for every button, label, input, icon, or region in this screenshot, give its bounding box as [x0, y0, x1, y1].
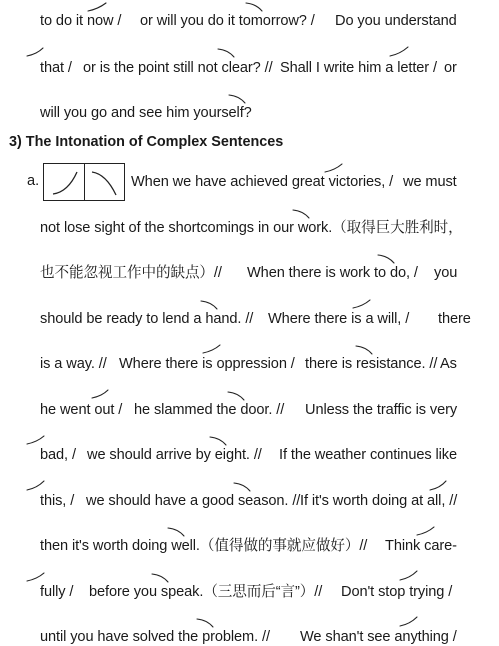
falling-intonation-mark [246, 3, 262, 11]
rising-intonation-mark [430, 481, 446, 490]
text-phrase: will you go and see him yourself? [40, 105, 252, 121]
text-phrase: Think care- [385, 538, 457, 554]
falling-intonation-mark [168, 528, 184, 536]
text-phrase: there is resistance. // [305, 356, 438, 372]
rising-intonation-mark [390, 47, 408, 56]
falling-intonation-mark [210, 437, 226, 445]
rising-intonation-mark [353, 300, 370, 308]
text-phrase: Where there is a will, / [268, 311, 410, 327]
falling-intonation-mark [234, 483, 250, 491]
text-phrase: 也不能忽视工作中的缺点）// [40, 265, 222, 281]
rising-intonation-mark [88, 3, 106, 11]
text-phrase: you [434, 265, 458, 281]
text-phrase: then it's worth doing well.（值得做的事就应做好）// [40, 538, 368, 554]
rising-intonation-mark [400, 571, 417, 580]
rising-intonation-mark [203, 345, 220, 353]
text-phrase: Where there is oppression / [119, 356, 295, 372]
falling-intonation-mark [228, 392, 244, 400]
text-phrase: there [438, 311, 471, 327]
rising-intonation-mark [27, 573, 44, 581]
text-phrase: we should arrive by eight. // [87, 447, 262, 463]
text-phrase: or will you do it tomorrow? / [140, 13, 315, 29]
rising-intonation-mark [400, 617, 417, 626]
text-phrase: As [440, 356, 457, 372]
tone-box-divider [84, 164, 85, 200]
falling-intonation-mark [218, 49, 234, 57]
text-phrase: to do it now / [40, 13, 122, 29]
text-phrase: should be ready to lend a hand. // [40, 311, 254, 327]
text-phrase: that / [40, 60, 72, 76]
text-phrase: When there is work to do, / [247, 265, 418, 281]
text-phrase: When we have achieved great victories, / [131, 174, 394, 190]
text-phrase: is a way. // [40, 356, 107, 372]
falling-intonation-mark [356, 346, 372, 354]
rising-intonation-mark [92, 390, 108, 398]
text-phrase: Shall I write him a letter / [280, 60, 437, 76]
text-phrase: or is the point still not clear? // [83, 60, 273, 76]
text-phrase: bad, / [40, 447, 76, 463]
item-label: a. [27, 173, 40, 189]
falling-intonation-mark [201, 301, 217, 309]
text-phrase: until you have solved the problem. // [40, 629, 270, 645]
text-phrase: not lose sight of the shortcomings in our work.（取得巨大胜利时， [40, 220, 463, 236]
text-phrase: Don't stop trying / [341, 584, 453, 600]
text-phrase: he went out / [40, 402, 123, 418]
tone-diagram-box [43, 163, 125, 201]
rising-intonation-mark [325, 164, 342, 172]
text-phrase: If the weather continues like [279, 447, 458, 463]
text-phrase: Do you understand [335, 13, 457, 29]
text-phrase: If it's worth doing at all, // [300, 493, 458, 509]
falling-intonation-mark [152, 574, 168, 582]
text-phrase: we should have a good season. // [86, 493, 301, 509]
text-phrase: We shan't see anything / [300, 629, 457, 645]
rising-intonation-mark [27, 436, 44, 444]
falling-tone-icon [92, 172, 116, 195]
falling-intonation-mark [293, 210, 309, 218]
falling-intonation-mark [229, 95, 245, 103]
text-phrase: he slammed the door. // [134, 402, 285, 418]
rising-intonation-mark [27, 48, 43, 56]
text-phrase: Unless the traffic is very [305, 402, 458, 418]
rising-intonation-mark [417, 527, 434, 535]
falling-intonation-mark [197, 619, 213, 627]
text-phrase: this, / [40, 493, 75, 509]
falling-intonation-mark [378, 255, 394, 263]
text-phrase: or [444, 60, 457, 76]
text-phrase: fully / [40, 584, 74, 600]
rising-tone-icon [53, 172, 77, 194]
rising-intonation-mark [27, 481, 44, 490]
text-phrase: before you speak.（三思而后“言”）// [89, 584, 323, 600]
section-heading: 3) The Intonation of Complex Sentences [9, 134, 284, 150]
text-phrase: we must [403, 174, 457, 190]
